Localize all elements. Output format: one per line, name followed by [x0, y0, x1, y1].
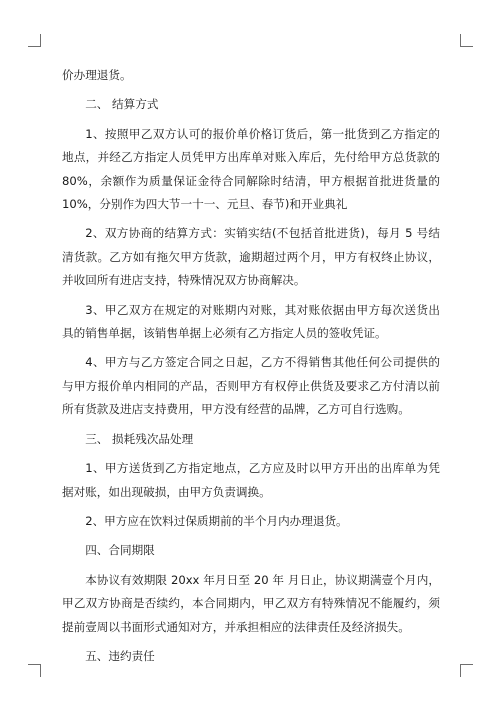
paragraph-damage-2: 2、甲方应在饮料过保质期前的半个月内办理退货。	[85, 513, 348, 528]
crop-mark-top-left	[28, 34, 41, 47]
section-heading-liability: 五、违约责任	[85, 648, 155, 663]
paragraph-continuation: 价办理退货。	[62, 68, 132, 82]
paragraph-settlement-3: 3、甲乙双方在规定的对账期内对账，其对账依据由甲方每次送货出具的销售单据，该销售单据上必须有乙方指定人员的签收凭证。	[62, 302, 440, 341]
crop-mark-bottom-left	[28, 664, 41, 677]
paragraph-term: 本协议有效期限 20xx 年月日至 20 年 月日止，协议期满壹个月内，甲乙双方协商是否续约，本合同期内，甲乙双方有特殊情况不能履约，须提前壹周以书面形式通知对方，并承担相应的法律责任及经济损失。	[62, 572, 440, 634]
paragraph-settlement-1: 1、按照甲乙双方认可的报价单价格订货后，第一批货到乙方指定的地点，并经乙方指定人员凭甲方出库单对账入库后，先付给甲方总货款的 80%，余额作为质量保证金待合同解除时结清，甲方根据首批进货量的 10%，分别作为四大节一十一、元旦、春节)和开业典礼	[62, 126, 440, 212]
paragraph-settlement-2: 2、双方协商的结算方式：实销实结(不包括首批进货)，每月 5 号结清货款。乙方如有拖欠甲方货款，逾期超过两个月，甲方有权终止协议，并收回所有进店支持，特殊情况双方协商解决。	[62, 226, 440, 288]
crop-mark-top-right	[460, 34, 473, 47]
document-body	[62, 64, 440, 674]
section-heading-damage: 三、 损耗残次品处理	[85, 431, 194, 446]
crop-mark-bottom-right	[460, 664, 473, 677]
paragraph-damage-1: 1、甲方送货到乙方指定地点，乙方应及时以甲方开出的出库单为凭据对账，如出现破损，由甲方负责调换。	[62, 461, 440, 499]
paragraph-settlement-4: 4、甲方与乙方签定合同之日起，乙方不得销售其他任何公司提供的与甲方报价单内相同的产品，否则甲方有权停止供货及要求乙方付清以前所有货款及进店支持费用，甲方没有经营的品牌，乙方可自行选购。	[62, 355, 440, 417]
section-heading-settlement: 二、 结算方式	[85, 97, 159, 112]
section-heading-term: 四、合同期限	[85, 543, 155, 558]
